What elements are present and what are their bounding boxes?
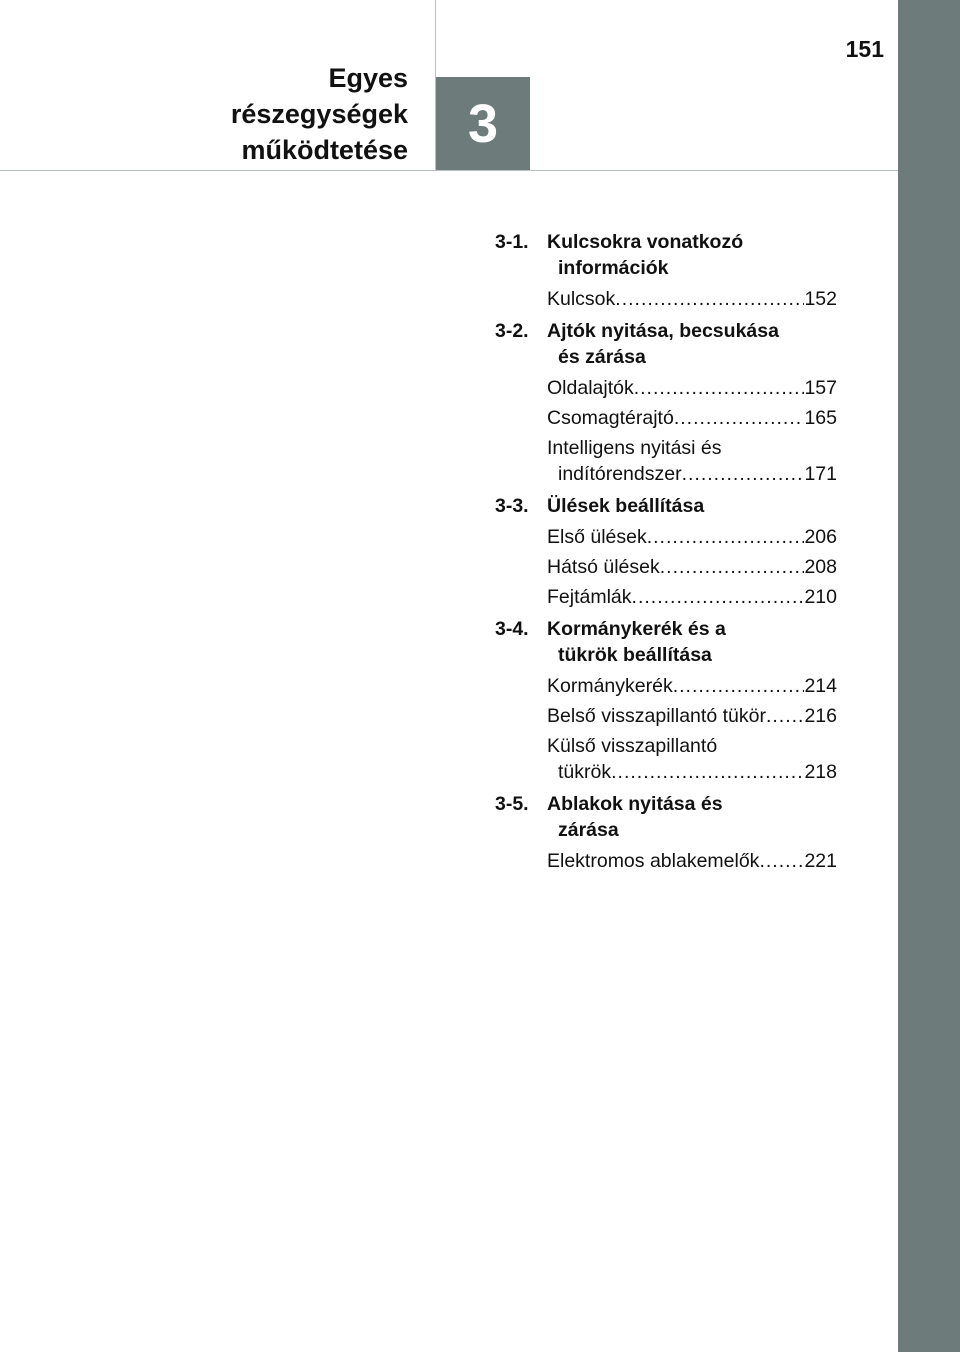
toc-entry[interactable] [547,435,837,487]
toc-dot-leader [611,759,804,785]
toc-entry-label: Elektromos ablakemelők [547,850,760,872]
chapter-side-tab [898,0,960,1352]
toc-entry-line [547,375,837,401]
toc-section-title [547,229,837,281]
toc-entry-page: 171 [804,463,837,485]
toc-entry-page: 214 [804,675,837,697]
toc-entry-label: Külső visszapillantó [547,735,718,757]
toc-entry-line [547,673,837,699]
toc-entry-line [547,524,837,550]
toc-dot-leader [682,461,805,487]
toc-section-title-line: zárása [558,819,619,841]
toc-entry-label: Csomagtérajtó [547,407,674,429]
toc-dot-leader [632,584,805,610]
toc-entry-page: 208 [804,556,837,578]
toc-entry[interactable] [547,554,837,580]
toc-entry[interactable] [547,524,837,550]
toc-entry-line [547,554,837,580]
toc-entry-label: Kormánykerék [547,675,673,697]
toc-section-title-line: Ajtók nyitása, becsukása [547,320,779,342]
chapter-title-line: Egyes [328,63,408,93]
toc-entry-page: 206 [804,526,837,548]
header-divider-horizontal [0,170,898,171]
toc-section [495,791,837,874]
toc-entry-label: indítórendszer [558,463,682,485]
toc-entry-line [547,759,837,785]
toc-entry-line [547,461,837,487]
toc-entry-page: 165 [804,407,837,429]
toc-entry-label: tükrök [558,761,612,783]
toc-entries [547,375,837,487]
toc-section-number: 3-4. [495,618,529,640]
toc-entry-label: Belső visszapillantó tükör [547,705,766,727]
toc-section-heading[interactable] [495,318,837,370]
toc-entry-label: Intelligens nyitási és [547,437,722,459]
toc-dot-leader [660,554,805,580]
toc-dot-leader [673,673,805,699]
toc-entries [547,286,837,312]
toc-entry-label: Első ülések [547,526,647,548]
table-of-contents [495,229,837,880]
toc-entry[interactable] [547,375,837,401]
toc-entry[interactable] [547,733,837,785]
toc-section-title [547,318,837,370]
toc-entry-label: Fejtámlák [547,586,632,608]
chapter-title [8,60,408,168]
toc-section-number: 3-1. [495,231,529,253]
toc-entry-page: 157 [804,377,837,399]
toc-dot-leader [674,405,805,431]
toc-section-title-line: Kormánykerék és a [547,618,726,640]
toc-entries [547,524,837,610]
toc-section-heading[interactable] [495,616,837,668]
toc-section [495,318,837,487]
chapter-number-badge [436,77,530,170]
toc-section-title [547,493,837,519]
chapter-title-line: részegységek [230,99,408,129]
toc-dot-leader [759,848,804,874]
toc-section-number: 3-3. [495,495,529,517]
toc-section-title [547,616,837,668]
toc-entry-line [547,286,837,312]
toc-entry-label: Hátsó ülések [547,556,660,578]
toc-entry-line [547,703,837,729]
toc-entry[interactable] [547,584,837,610]
toc-section-heading[interactable] [495,791,837,843]
page-number: 151 [845,36,884,62]
toc-section-title-line: Kulcsokra vonatkozó [547,231,744,253]
toc-dot-leader [647,524,805,550]
toc-section-heading[interactable] [495,229,837,281]
toc-entry-page: 210 [804,586,837,608]
toc-section-title-line: tükrök beállítása [558,644,712,666]
toc-entry[interactable] [547,286,837,312]
toc-entry-page: 218 [804,761,837,783]
toc-entry-page: 216 [804,705,837,727]
toc-section-number: 3-5. [495,793,529,815]
toc-entry[interactable] [547,848,837,874]
toc-section-title-line: Ablakok nyitása és [547,793,723,815]
chapter-number: 3 [467,93,499,154]
toc-section-title [547,791,837,843]
toc-section-number: 3-2. [495,320,529,342]
chapter-title-line: működtetése [241,135,408,165]
toc-entry-line [547,405,837,431]
toc-section-title-line: Ülések beállítása [547,495,705,517]
toc-section [495,229,837,312]
toc-entry-label: Kulcsok [547,288,616,310]
toc-section-title-line: információk [558,257,669,279]
toc-entry-label: Oldalajtók [547,377,634,399]
toc-entries [547,848,837,874]
toc-dot-leader [766,703,805,729]
toc-dot-leader [634,375,805,401]
toc-entry-page: 221 [804,850,837,872]
toc-entry-line [547,584,837,610]
toc-entry[interactable] [547,673,837,699]
toc-entry[interactable] [547,703,837,729]
toc-section [495,616,837,785]
toc-dot-leader [615,286,804,312]
toc-section [495,493,837,610]
toc-entry-page: 152 [804,288,837,310]
toc-entry-line [547,848,837,874]
toc-entry[interactable] [547,405,837,431]
toc-entries [547,673,837,785]
toc-section-title-line: és zárása [558,346,646,368]
toc-section-heading[interactable] [495,493,837,519]
